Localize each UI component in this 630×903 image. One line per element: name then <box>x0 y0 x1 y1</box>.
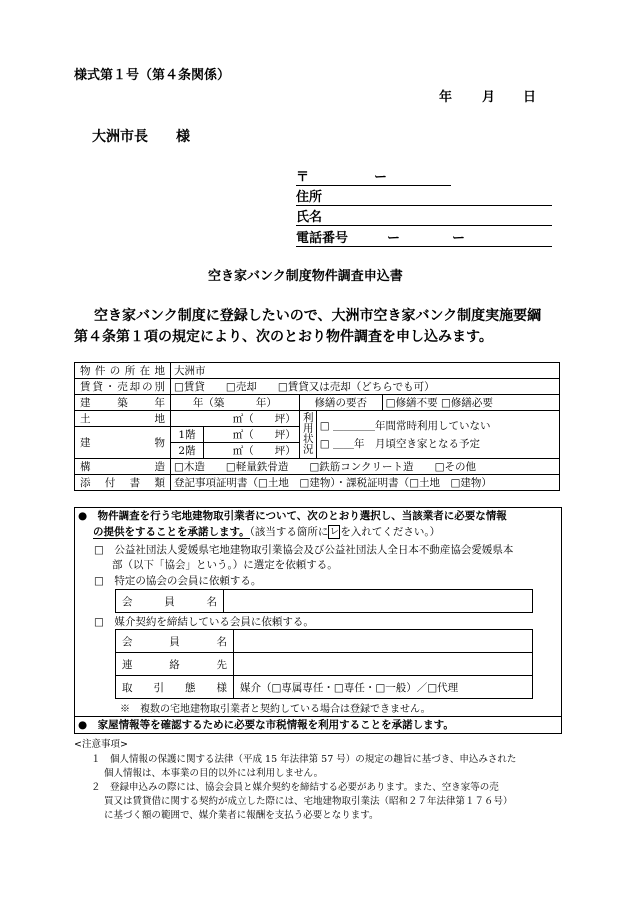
building-label: 建 物 <box>75 427 171 459</box>
category-options[interactable] <box>171 379 560 395</box>
note-1-line-2: 個人情報は、本事業の目的以外には利用しません。 <box>104 768 324 779</box>
member-name-label: 会 員 名 <box>116 590 224 613</box>
contracted-member-table <box>115 629 533 699</box>
note-2-line-3: に基づく額の範囲で、媒介業者に報酬を支払う必要となります。 <box>104 810 379 821</box>
tax-consent: ● 家屋情報等を確認するために必要な市税情報を利用することを承諾します。 <box>78 719 454 731</box>
built-year-label: 建 築 年 <box>75 395 171 411</box>
floor-2-area-value[interactable]: ㎡（ 坪） <box>204 443 300 459</box>
repair-options[interactable] <box>382 395 559 411</box>
land-label: 土 地 <box>75 411 171 427</box>
usage-unused-checkbox[interactable]: □ ＿＿＿＿年間常時利用していない <box>319 419 491 432</box>
notes-heading: <注意事項> <box>74 739 128 750</box>
floor-1-area-value[interactable]: ㎡（ 坪） <box>204 427 300 443</box>
option-association-checkbox[interactable]: □ 公益社団法人愛媛県宅地建物取引業協会及び公益社団法人全日本不動産協会愛媛県本 <box>94 544 514 556</box>
structure-rc-checkbox[interactable]: □鉄筋コンクリート造 <box>309 460 414 473</box>
intro-line-1: 空き家バンク制度に登録したいので、大洲市空き家バンク制度実施要綱 <box>94 308 542 324</box>
note-1-line-1: １ 個人情報の保護に関する法律（平成 15 年法律第 57 号）の規定の趣旨に基づき、申込みされた <box>91 754 517 765</box>
floor-1-label: 1階 <box>171 427 204 443</box>
form-number: 様式第１号（第４条関係） <box>74 68 231 83</box>
date-month: 月 <box>482 90 496 105</box>
structure-wood-checkbox[interactable]: □木造 <box>174 460 205 473</box>
option-specific-member-checkbox[interactable]: □ 特定の協会の会員に依頼する。 <box>94 575 262 587</box>
phone-field[interactable]: 電話番号 ー ー <box>296 227 552 247</box>
location-value[interactable]: 大洲市 <box>171 363 560 379</box>
attachments-label: 添 付 書 類 <box>75 475 171 491</box>
contact-label: 連 絡 先 <box>116 653 234 676</box>
specific-member-table <box>115 589 533 613</box>
addressee: 大洲市長 様 <box>92 129 190 145</box>
repair-unneeded-checkbox[interactable]: □修繕不要 <box>385 396 438 409</box>
structure-options[interactable] <box>171 459 560 475</box>
usage-label: 利用状況 <box>299 411 316 459</box>
address-field[interactable]: 住所 <box>296 186 552 206</box>
usage-vacant-planned-checkbox[interactable]: □ ＿＿年 月頃空き家となる予定 <box>319 437 481 450</box>
structure-label: 構 造 <box>75 459 171 475</box>
structure-other-checkbox[interactable]: □その他 <box>434 460 476 473</box>
repair-label: 修繕の要否 <box>299 395 382 411</box>
location-label: 物件の所在地 <box>75 363 171 379</box>
structure-light-steel-checkbox[interactable]: □軽量鉄骨造 <box>225 460 289 473</box>
deal-type-label: 取 引 態 様 <box>116 676 234 699</box>
note-2-line-1: ２ 登録申込みの際には、協会会員と媒介契約を締結する必要があります。また、空き家等の売 <box>91 782 499 793</box>
property-table <box>74 362 560 491</box>
category-label: 賃貸・売却の別 <box>75 379 171 395</box>
option-contracted-member-checkbox[interactable]: □ 媒介契約を締結している会員に依頼する。 <box>94 616 314 628</box>
floor-2-label: 2階 <box>171 443 204 459</box>
consent-line-2: の提供をすることを承諾します。（該当する箇所にレ を入れてください。） <box>93 526 441 538</box>
usage-options[interactable] <box>316 411 559 459</box>
category-rent-checkbox[interactable]: □賃貸 <box>174 380 205 393</box>
check-mark-sample: レ <box>329 527 339 537</box>
date-day: 日 <box>523 90 537 105</box>
postal-code-field[interactable]: 〒 ー <box>296 166 451 186</box>
attachments-value[interactable]: 登記事項証明書（□土地 □建物）・課税証明書（□土地 □建物） <box>171 475 560 491</box>
page-title: 空き家バンク制度物件調査申込書 <box>208 269 403 284</box>
member-name-value-2[interactable] <box>234 630 533 653</box>
option-association-line-2: 部（以下「協会」という。）に選定を依頼する。 <box>112 559 338 571</box>
land-area-value[interactable]: ㎡（ 坪） <box>171 411 300 427</box>
name-field[interactable]: 氏名 <box>296 206 552 226</box>
multiple-contract-note: ※ 複数の宅地建物取引業者と契約している場合は登録できません。 <box>120 704 431 715</box>
consent-line-1: ● 物件調査を行う宅地建物取引業者について、次のとおり選択し、当該業者に必要な情報 <box>78 510 507 522</box>
date-year: 年 <box>439 90 453 105</box>
deal-type-value[interactable]: 媒介（□専属専任・□専任・□一般）／□代理 <box>234 676 533 699</box>
category-sale-checkbox[interactable]: □売却 <box>225 380 257 393</box>
repair-needed-checkbox[interactable]: □修繕必要 <box>440 396 493 409</box>
intro-line-2: 第４条第１項の規定により、次のとおり物件調査を申し込みます。 <box>74 329 493 345</box>
contact-value[interactable] <box>234 653 533 676</box>
member-name-label-2: 会 員 名 <box>116 630 234 653</box>
note-2-line-2: 買又は賃貸借に関する契約が成立した際には、宅地建物取引業法（昭和２７年法律第１７６号） <box>104 796 513 807</box>
member-name-value[interactable] <box>224 590 533 613</box>
built-year-value[interactable]: 年（築 年） <box>171 395 300 411</box>
category-either-checkbox[interactable]: □賃貸又は売却（どちらでも可） <box>277 380 435 393</box>
